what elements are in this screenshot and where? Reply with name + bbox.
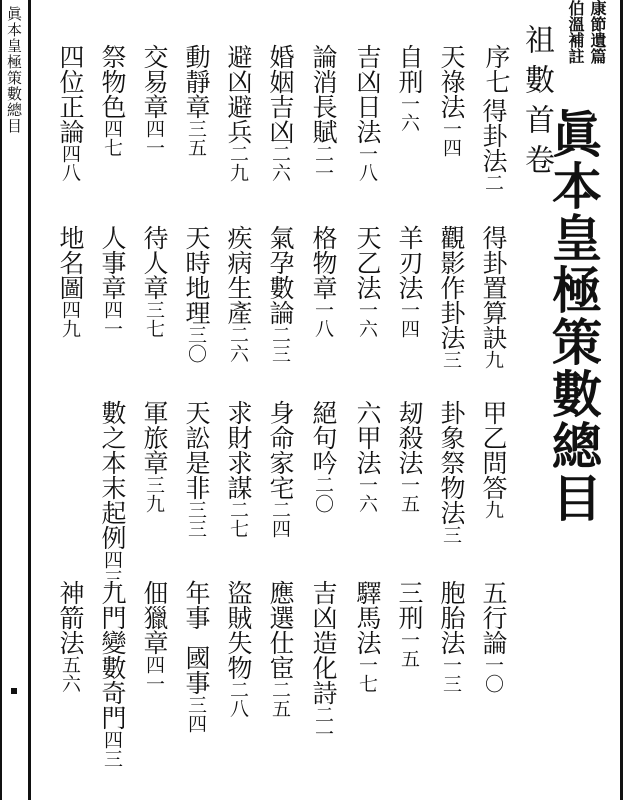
toc-entry-page: 四一 bbox=[143, 119, 165, 157]
toc-entry[interactable] bbox=[394, 44, 424, 132]
toc-entry-page: 九 bbox=[482, 350, 504, 369]
left-margin-rule-inner bbox=[28, 0, 31, 800]
preface-entry[interactable]: 序七 bbox=[482, 44, 511, 94]
toc-entry[interactable] bbox=[223, 400, 253, 538]
toc-entry-title: 待人章 bbox=[140, 225, 169, 300]
toc-entry[interactable] bbox=[223, 580, 253, 718]
toc-entry[interactable] bbox=[181, 645, 211, 733]
toc-entry[interactable] bbox=[308, 225, 338, 338]
toc-entry-title: 疾病生產 bbox=[224, 225, 253, 325]
toc-entry-page: 四七 bbox=[101, 119, 123, 157]
toc-entry-page: 一六 bbox=[398, 94, 420, 132]
toc-entry-title: 吉凶日法 bbox=[353, 44, 382, 144]
toc-entry-page: 一五 bbox=[398, 475, 420, 513]
left-margin-rule-outer bbox=[0, 0, 2, 800]
toc-entry[interactable] bbox=[436, 44, 466, 157]
toc-entry-title: 論消長賦 bbox=[309, 44, 338, 144]
toc-entry-page: 三三 bbox=[185, 500, 207, 538]
toc-entry-title: 天訟是非 bbox=[182, 400, 211, 500]
toc-entry[interactable] bbox=[181, 44, 211, 157]
toc-entry-page: 三七 bbox=[143, 300, 165, 338]
toc-entry-page: 二六 bbox=[227, 325, 249, 363]
toc-entry-page: 四三 bbox=[101, 730, 123, 768]
toc-entry[interactable] bbox=[394, 225, 424, 338]
toc-entry-title: 驛馬法 bbox=[353, 580, 382, 655]
toc-entry-title: 地名圖 bbox=[56, 225, 85, 300]
toc-entry-page: 三 bbox=[440, 350, 462, 369]
toc-entry-title: 六甲法 bbox=[353, 400, 382, 475]
toc-entry-title: 天祿法 bbox=[437, 44, 466, 119]
chapter-heading: 祖數首卷 bbox=[519, 24, 554, 184]
toc-entry-page: 四一 bbox=[143, 655, 165, 693]
toc-entry-title: 求財求謀 bbox=[224, 400, 253, 500]
toc-entry-page: 二一 bbox=[312, 705, 334, 743]
toc-entry[interactable] bbox=[265, 580, 295, 718]
toc-entry-title: 得卦法 bbox=[479, 98, 508, 173]
toc-entry-title: 神箭法 bbox=[56, 580, 85, 655]
toc-entry-page: 二八 bbox=[227, 680, 249, 718]
page-title: 眞本皇極策數總目 bbox=[544, 108, 603, 524]
toc-entry-title: 交易章 bbox=[140, 44, 169, 119]
toc-entry-page: 四一 bbox=[101, 300, 123, 338]
toc-entry[interactable] bbox=[436, 225, 466, 369]
toc-entry-title: 盜賊失物 bbox=[224, 580, 253, 680]
toc-entry-page: 二七 bbox=[227, 500, 249, 538]
toc-entry[interactable] bbox=[352, 44, 382, 182]
toc-entry[interactable] bbox=[478, 225, 508, 369]
toc-entry-title: 胞胎法 bbox=[437, 580, 466, 655]
toc-entry[interactable] bbox=[55, 225, 85, 338]
toc-entry-page: 三九 bbox=[143, 475, 165, 513]
toc-entry[interactable] bbox=[308, 44, 338, 182]
toc-entry-title: 五行論 bbox=[479, 580, 508, 655]
toc-entry-title: 年事 bbox=[182, 580, 211, 630]
margin-label: 眞本皇極策數總目 bbox=[5, 6, 23, 134]
toc-entry-title: 婚姻吉凶 bbox=[266, 44, 295, 144]
toc-entry[interactable] bbox=[308, 580, 338, 743]
toc-entry-title: 避凶避兵 bbox=[224, 44, 253, 144]
toc-entry-page: 三 bbox=[440, 525, 462, 544]
toc-entry-page: 二三 bbox=[269, 325, 291, 363]
toc-entry-page: 二九 bbox=[227, 144, 249, 182]
toc-entry[interactable] bbox=[223, 44, 253, 182]
toc-entry-page: 一六 bbox=[356, 300, 378, 338]
toc-entry[interactable] bbox=[97, 580, 127, 768]
toc-entry-page: 一八 bbox=[312, 300, 334, 338]
toc-entry-title: 三刑 bbox=[395, 580, 424, 630]
toc-entry-page: 一六 bbox=[356, 475, 378, 513]
toc-entry-title: 祭物色 bbox=[98, 44, 127, 119]
toc-entry-title: 九門變數奇門 bbox=[98, 580, 127, 730]
toc-entry-title: 自刑 bbox=[395, 44, 424, 94]
toc-entry[interactable] bbox=[478, 400, 508, 519]
toc-entry[interactable] bbox=[181, 580, 211, 630]
toc-entry[interactable] bbox=[394, 580, 424, 668]
toc-entry-page: 一八 bbox=[356, 144, 378, 182]
toc-entry[interactable] bbox=[55, 44, 85, 182]
toc-entry[interactable] bbox=[478, 98, 508, 192]
toc-entry[interactable] bbox=[308, 400, 338, 513]
toc-entry[interactable] bbox=[223, 225, 253, 363]
toc-entry-page: 二一 bbox=[312, 144, 334, 182]
toc-entry[interactable] bbox=[394, 400, 424, 513]
toc-entry-page: 一五 bbox=[398, 630, 420, 668]
toc-entry-page: 九 bbox=[482, 500, 504, 519]
toc-entry-page: 三五 bbox=[185, 119, 207, 157]
toc-entry-page: 二 bbox=[482, 173, 504, 192]
toc-entry-page: 四八 bbox=[59, 144, 81, 182]
toc-entry-page: 一四 bbox=[398, 300, 420, 338]
toc-entry-title: 甲乙問答 bbox=[479, 400, 508, 500]
toc-entry[interactable] bbox=[265, 400, 295, 538]
toc-entry-title: 身命家宅 bbox=[266, 400, 295, 500]
toc-entry[interactable] bbox=[352, 400, 382, 513]
toc-entry-title: 人事章 bbox=[98, 225, 127, 300]
toc-entry[interactable] bbox=[97, 400, 127, 588]
toc-entry-title: 絕句吟 bbox=[309, 400, 338, 475]
toc-entry-title: 氣孕數論 bbox=[266, 225, 295, 325]
margin-tick-mark bbox=[11, 688, 17, 694]
toc-entry[interactable] bbox=[436, 580, 466, 693]
toc-entry-title: 天乙法 bbox=[353, 225, 382, 300]
toc-entry-title: 四位正論 bbox=[56, 44, 85, 144]
toc-entry-page: 五六 bbox=[59, 655, 81, 693]
toc-entry-page: 四三 bbox=[101, 550, 123, 588]
toc-entry-page: 一〇 bbox=[482, 655, 504, 693]
header-subtitle-right: 康節遺篇 bbox=[588, 0, 607, 64]
toc-entry[interactable] bbox=[139, 400, 169, 513]
toc-entry-page: 三〇 bbox=[185, 325, 207, 363]
toc-entry-title: 軍旅章 bbox=[140, 400, 169, 475]
toc-entry-title: 國事 bbox=[182, 645, 211, 695]
toc-entry-page: 二六 bbox=[269, 144, 291, 182]
toc-entry-title: 吉凶造化詩 bbox=[309, 580, 338, 705]
toc-entry-title: 應選仕宦 bbox=[266, 580, 295, 680]
toc-entry-title: 佃獵章 bbox=[140, 580, 169, 655]
toc-entry-title: 數之本末起例 bbox=[98, 400, 127, 550]
toc-entry[interactable] bbox=[55, 580, 85, 693]
toc-entry-page: 一四 bbox=[440, 119, 462, 157]
toc-entry[interactable] bbox=[436, 400, 466, 544]
toc-entry[interactable] bbox=[97, 44, 127, 157]
toc-entry-title: 卦象祭物法 bbox=[437, 400, 466, 525]
toc-entry[interactable] bbox=[181, 400, 211, 538]
toc-entry-page: 一三 bbox=[440, 655, 462, 693]
right-border-rule bbox=[620, 0, 623, 800]
toc-entry-page: 二〇 bbox=[312, 475, 334, 513]
toc-entry[interactable] bbox=[265, 44, 295, 182]
toc-entry[interactable] bbox=[352, 580, 382, 693]
toc-entry-title: 得卦置算訣 bbox=[479, 225, 508, 350]
toc-entry[interactable] bbox=[265, 225, 295, 363]
toc-entry-title: 天時地理 bbox=[182, 225, 211, 325]
toc-entry-page: 二四 bbox=[269, 500, 291, 538]
toc-entry-page: 二五 bbox=[269, 680, 291, 718]
toc-entry[interactable] bbox=[139, 225, 169, 338]
toc-entry[interactable] bbox=[97, 225, 127, 338]
toc-entry-title: 格物章 bbox=[309, 225, 338, 300]
toc-entry-page: 一七 bbox=[356, 655, 378, 693]
toc-entry-title: 刼殺法 bbox=[395, 400, 424, 475]
header-subtitle-left: 伯溫補註 bbox=[566, 0, 585, 64]
toc-entry[interactable] bbox=[139, 580, 169, 693]
toc-entry-title: 觀影作卦法 bbox=[437, 225, 466, 350]
toc-entry-page: 四九 bbox=[59, 300, 81, 338]
toc-entry[interactable] bbox=[478, 580, 508, 693]
toc-entry[interactable] bbox=[352, 225, 382, 338]
toc-entry[interactable] bbox=[139, 44, 169, 157]
toc-entry-title: 羊刃法 bbox=[395, 225, 424, 300]
toc-entry-title: 動靜章 bbox=[182, 44, 211, 119]
toc-entry[interactable] bbox=[181, 225, 211, 363]
toc-entry-page: 三四 bbox=[185, 695, 207, 733]
